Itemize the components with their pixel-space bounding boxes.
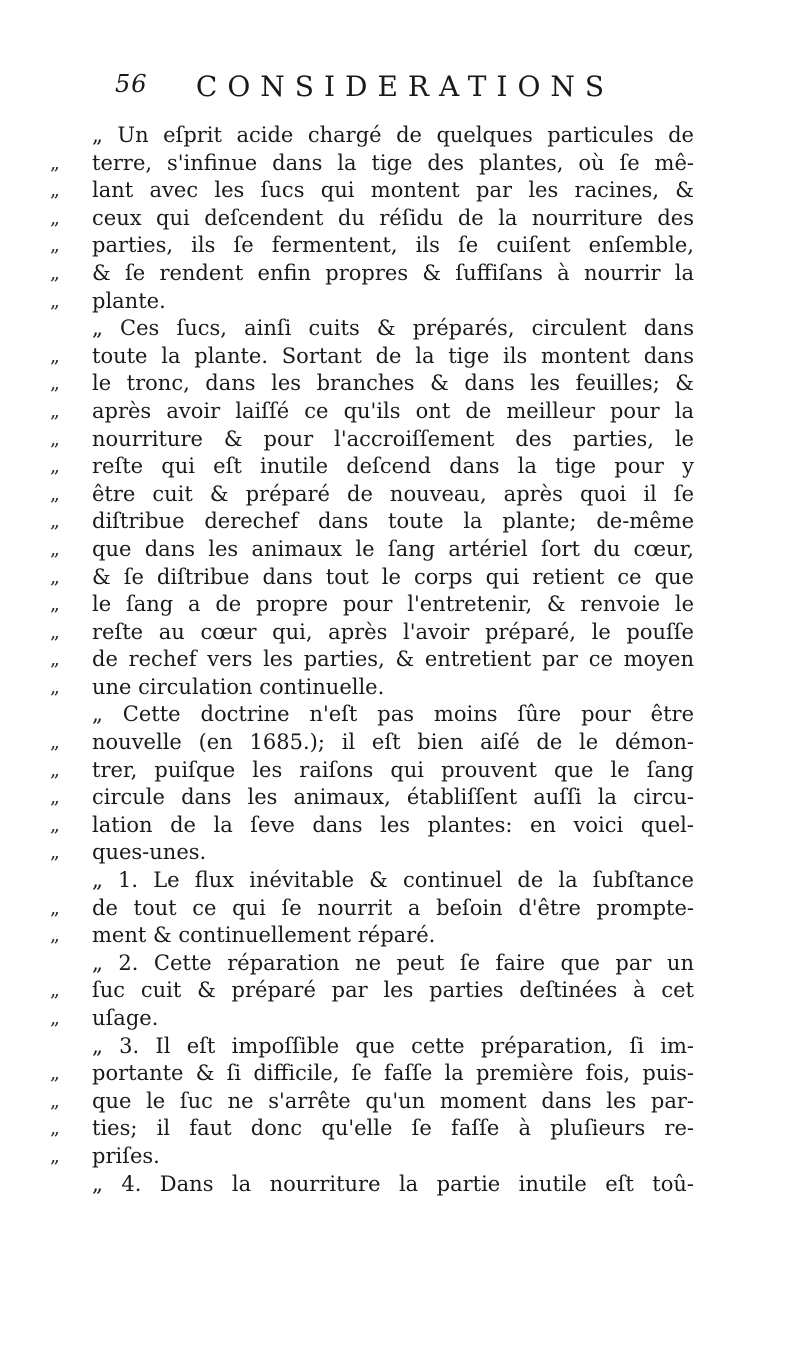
line-text: trer, puiſque les raiſons qui prouvent que le ſang (92, 757, 694, 782)
text-line (50, 564, 750, 592)
page-header (115, 70, 675, 110)
line-text: toute la plante. Sortant de la tige ils montent dans (92, 343, 694, 368)
quote-marker: „ (50, 979, 60, 1002)
text-line (50, 977, 750, 1005)
text-line (50, 591, 750, 619)
text-line (50, 453, 750, 481)
quote-marker: „ (50, 206, 60, 229)
text-line (50, 1143, 750, 1171)
text-line (50, 701, 750, 729)
quote-marker: „ (50, 1144, 60, 1167)
quote-marker: „ (50, 896, 60, 919)
line-text: une circulation continuelle. (92, 674, 385, 699)
line-text: „ 2. Cette réparation ne peut ſe faire que par un (92, 950, 694, 975)
quote-marker: „ (50, 179, 60, 202)
text-line (50, 260, 750, 288)
text-line (50, 177, 750, 205)
text-line (50, 757, 750, 785)
quote-marker: „ (50, 620, 60, 643)
text-line (50, 619, 750, 647)
text-line (50, 1171, 750, 1199)
text-line (50, 205, 750, 233)
text-line (50, 839, 750, 867)
line-text: „ Ces ſucs, ainſi cuits & préparés, circulent dans (92, 316, 694, 341)
text-line (50, 1033, 750, 1061)
quote-marker: „ (50, 1007, 60, 1029)
line-text: de rechef vers les parties, & entretient par ce moyen (92, 647, 694, 672)
page-number: 56 (115, 70, 148, 98)
quote-marker: „ (50, 786, 60, 809)
line-text: nouvelle (en 1685.); il eſt bien aiſé de le démon- (92, 730, 694, 755)
quote-marker: „ (50, 372, 60, 395)
text-line (50, 315, 750, 343)
quote-marker: „ (50, 482, 60, 505)
text-line (50, 674, 750, 702)
line-text: plante. (92, 288, 166, 313)
line-text: après avoir laiſſé ce qu'ils ont de meilleur pour la (92, 398, 694, 423)
line-text: „ 3. Il eſt impoſſible que cette préparation, ſi im- (92, 1033, 694, 1058)
line-text: priſes. (92, 1143, 160, 1168)
quote-marker: „ (50, 924, 60, 947)
text-line (50, 398, 750, 426)
line-text: reſte qui eſt inutile deſcend dans la tige pour y (92, 454, 694, 479)
text-line (50, 343, 750, 371)
line-text: „ Un eſprit acide chargé de quelques particules de (92, 123, 694, 147)
text-line (50, 481, 750, 509)
line-text: lant avec les ſucs qui montent par les racines, & (92, 178, 694, 203)
line-text: terre, s'infinue dans la tige des plantes, où ſe mê- (92, 150, 694, 175)
line-text: nourriture & pour l'accroiſſement des parties, le (92, 426, 694, 451)
line-text: de tout ce qui ſe nourrit a beſoin d'être prompte- (92, 895, 694, 920)
line-text: „ 1. Le flux inévitable & continuel de la ſubſtance (92, 868, 694, 893)
quote-marker: „ (50, 593, 60, 616)
line-text: le tronc, dans les branches & dans les feuilles; & (92, 371, 694, 396)
line-text: ties; il faut donc qu'elle ſe faſſe à pluſieurs re- (92, 1116, 694, 1141)
line-text: & ſe diſtribue dans tout le corps qui retient ce que (92, 564, 694, 589)
text-line (50, 729, 750, 757)
text-line (50, 536, 750, 564)
line-text: lation de la ſeve dans les plantes: en voici quel- (92, 812, 694, 837)
text-line (50, 1115, 750, 1143)
text-line (50, 1088, 750, 1116)
line-text: & ſe rendent enfin propres & ſuffiſans à nourrir la (92, 260, 694, 285)
line-text: reſte au cœur qui, après l'avoir préparé, le pouſſe (92, 619, 694, 644)
quote-marker: „ (50, 648, 60, 671)
quote-marker: „ (50, 537, 60, 560)
quote-marker: „ (50, 1062, 60, 1085)
quote-marker: „ (50, 1089, 60, 1112)
text-line (50, 426, 750, 454)
line-text: ques-unes. (92, 840, 207, 865)
quote-marker: „ (50, 813, 60, 836)
quote-marker: „ (50, 1117, 60, 1140)
text-line (50, 895, 750, 923)
text-line (50, 288, 750, 316)
line-text: „ 4. Dans la nourriture la partie inutile eſt toû- (92, 1171, 694, 1196)
quote-marker: „ (50, 758, 60, 781)
line-text: ceux qui deſcendent du réſidu de la nourriture des (92, 205, 694, 230)
quote-marker: „ (50, 565, 60, 588)
line-text: uſage. (92, 1006, 159, 1030)
quote-marker: „ (50, 731, 60, 754)
quote-marker: „ (50, 427, 60, 450)
quote-marker: „ (50, 261, 60, 284)
text-line (50, 646, 750, 674)
line-text: ſuc cuit & préparé par les parties deſtinées à cet (92, 978, 694, 1003)
quote-marker: „ (50, 510, 60, 533)
quote-marker: „ (50, 675, 60, 698)
quote-marker: „ (50, 455, 60, 478)
text-line (50, 122, 750, 150)
quote-marker: „ (50, 841, 60, 864)
line-text: être cuit & préparé de nouveau, après quoi il ſe (92, 481, 694, 506)
quote-marker: „ (50, 399, 60, 422)
line-text: le ſang a de propre pour l'entretenir, & renvoie le (92, 592, 694, 617)
text-line (50, 950, 750, 978)
line-text: parties, ils ſe fermentent, ils ſe cuiſent enſemble, (92, 233, 694, 258)
quote-marker: „ (50, 234, 60, 257)
quote-marker: „ (50, 151, 60, 174)
running-title: CONSIDERATIONS (195, 70, 615, 103)
text-line (50, 508, 750, 536)
text-line (50, 1005, 750, 1033)
quote-marker: „ (50, 289, 60, 312)
line-text: que le ſuc ne s'arrête qu'un moment dans les par- (92, 1088, 694, 1113)
text-line (50, 370, 750, 398)
line-text: „ Cette doctrine n'eſt pas moins ſûre pour être (92, 702, 694, 727)
text-line (50, 150, 750, 178)
text-line (50, 784, 750, 812)
text-line (50, 1060, 750, 1088)
line-text: circule dans les animaux, établiſſent auſſi la circu- (92, 785, 694, 810)
text-line (50, 867, 750, 895)
quote-marker: „ (50, 344, 60, 367)
line-text: portante & ſi difficile, ſe faſſe la première fois, puis- (92, 1061, 694, 1086)
line-text: ment & continuellement réparé. (92, 923, 436, 948)
line-text: diſtribue derechef dans toute la plante; de-même (92, 509, 694, 534)
text-line (50, 232, 750, 260)
body-text (50, 122, 750, 1198)
line-text: que dans les animaux le ſang artériel ſort du cœur, (92, 536, 694, 561)
text-line (50, 922, 750, 950)
text-line (50, 812, 750, 840)
